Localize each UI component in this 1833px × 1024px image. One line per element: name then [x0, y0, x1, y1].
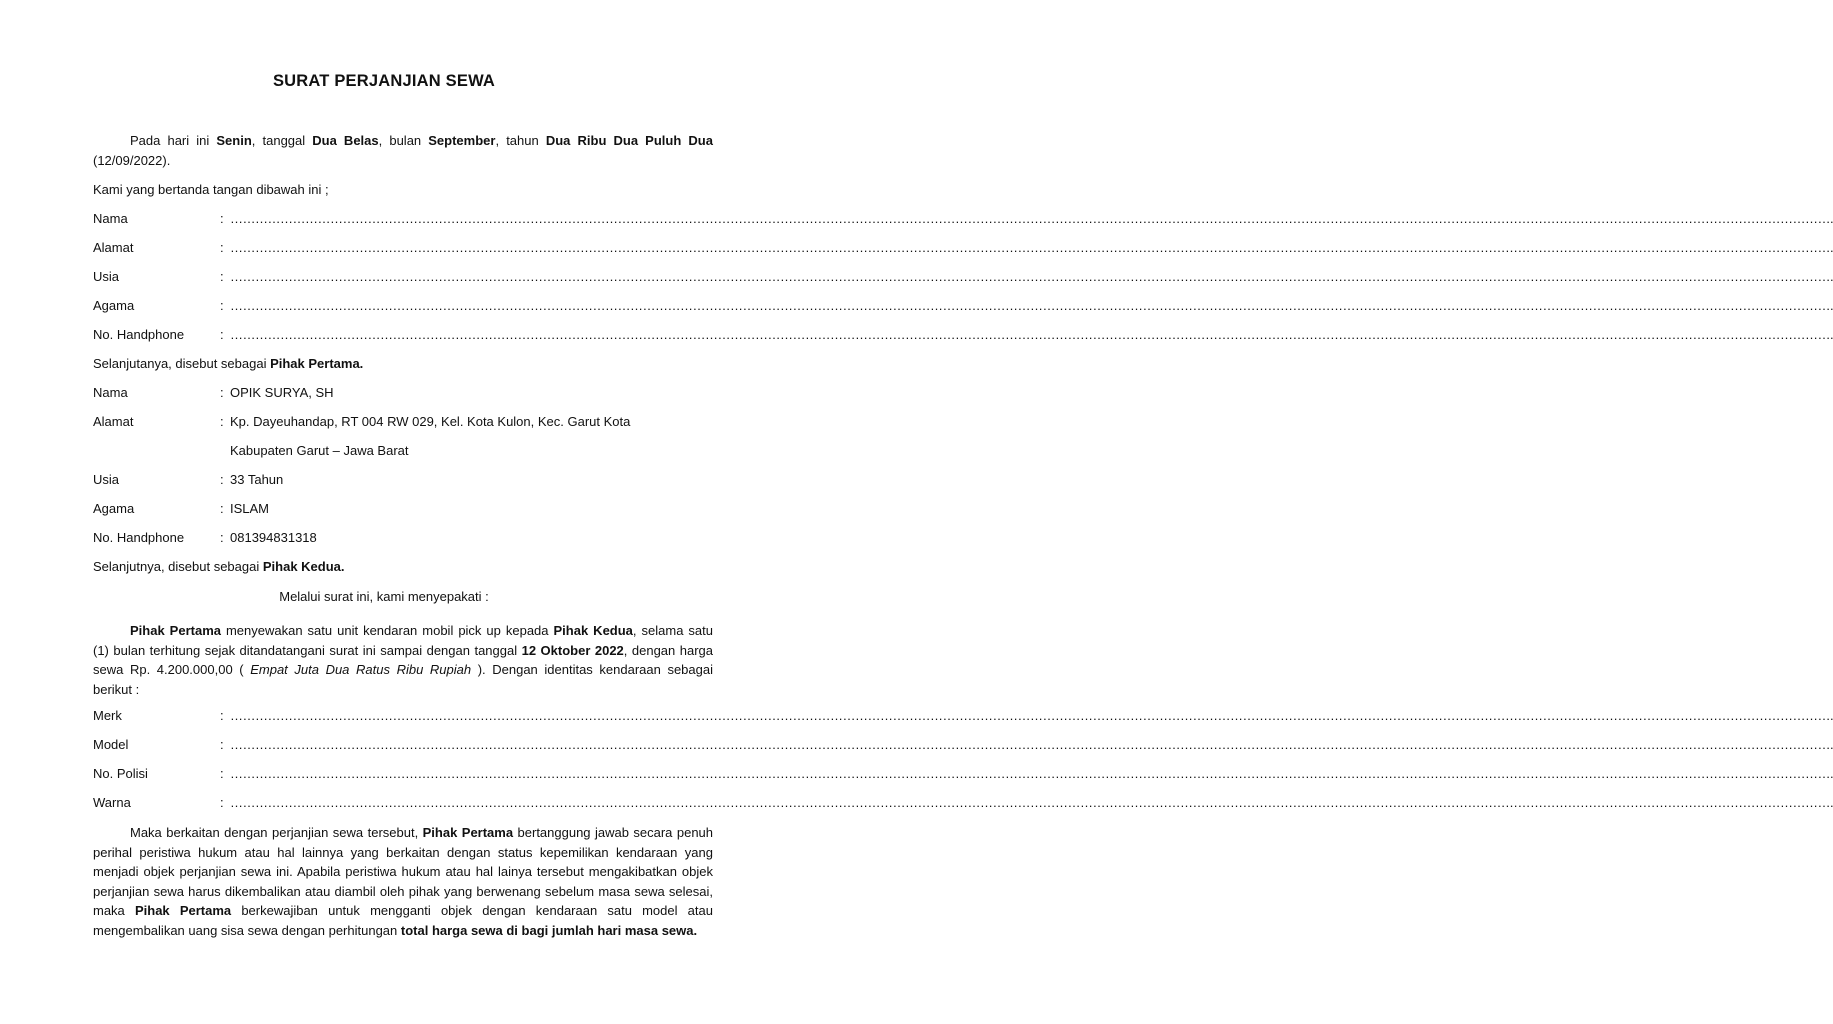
opening-year: Dua Ribu Dua Puluh Dua: [545, 133, 713, 148]
field-label: Alamat: [93, 240, 134, 255]
vehicle-field-row: [93, 795, 1833, 813]
field-value: 33 Tahun: [230, 472, 284, 487]
field-label: Warna: [93, 795, 131, 810]
blank-field-dots: …………………………………………………………………………………………………………………………………………………………………………………………………………………………………………………………………………………………………………………………………………………….: [230, 240, 1833, 255]
party1-field-row: [93, 298, 1833, 316]
agreement-party2: Pihak Kedua: [553, 623, 633, 638]
party2-field-row: [93, 501, 713, 519]
field-label: Agama: [93, 501, 135, 516]
vehicle-field-row: [93, 737, 1833, 755]
closing-text: bertanggung jawab secara penuh perihal peristiwa hukum atau hal lainnya yang berkaitan dengan status kepemilikan kendaraan yang menjadi objek perjanjian sewa ini. Apabila peristiwa hukum atau hal lainya tersebut mengakibatkan objek perjanjian sewa harus dikembalikan atau diambil oleh pihak yang berwenang sebelum masa sewa selesai, maka: [93, 825, 714, 918]
field-colon: :: [220, 327, 224, 342]
closing-text: berkewajiban untuk mengganti objek dengan kendaraan satu model atau mengembalikan uang sisa sewa dengan perhitungan: [93, 903, 713, 938]
designation-name: Pihak Pertama.: [270, 356, 364, 371]
field-colon: :: [220, 795, 224, 810]
agreement-text: menyewakan satu unit kendaran mobil pick up kepada: [220, 623, 554, 638]
field-colon: :: [220, 211, 224, 226]
closing-text: Maka berkaitan dengan perjanjian sewa tersebut,: [130, 825, 423, 840]
designation-text: Selanjutanya, disebut sebagai: [93, 356, 271, 371]
party1-designation: [93, 356, 363, 371]
opening-text-4: , tahun: [495, 133, 546, 148]
vehicle-field-row: [93, 708, 1833, 726]
agreement-text: ). Dengan identitas kendaraan sebagai berikut :: [93, 662, 713, 697]
field-colon: :: [220, 737, 224, 752]
blank-field-dots: …………………………………………………………………………………………………………………………………………………………………………………………………………………………………………………………………………………………………………………………………………………….: [230, 737, 1833, 752]
closing-formula: total harga sewa di bagi jumlah hari masa sewa.: [400, 922, 698, 938]
field-colon: :: [220, 385, 224, 400]
agreement-end-date: 12 Oktober 2022: [521, 642, 624, 658]
opening-day: Senin: [216, 133, 252, 148]
document-title: SURAT PERJANJIAN SEWA: [272, 72, 496, 90]
designation-name: Pihak Kedua.: [262, 559, 345, 574]
blank-field-dots: …………………………………………………………………………………………………………………………………………………………………………………………………………………………………………………………………………………………………………………………………………………….: [230, 269, 1833, 284]
field-colon: :: [220, 530, 224, 545]
field-label: Agama: [93, 298, 135, 313]
agreement-text: , selama satu (1) bulan terhitung sejak ditandatangani surat ini sampai dengan tanggal: [93, 623, 713, 658]
party2-field-row: [93, 530, 713, 548]
party1-field-row: [93, 240, 1833, 258]
opening-text-3: , bulan: [378, 133, 429, 148]
party1-field-row: [93, 327, 1833, 345]
agreement-intro: Melalui surat ini, kami menyepakati :: [279, 589, 489, 604]
party1-field-row: [93, 211, 1833, 229]
field-label: Merk: [93, 708, 122, 723]
party2-field-row: [93, 472, 713, 490]
agreement-paragraph: [93, 621, 713, 699]
field-label: Nama: [93, 211, 128, 226]
field-label: Model: [93, 737, 129, 752]
field-colon: :: [220, 269, 224, 284]
party2-designation: [93, 559, 345, 574]
party2-field-row: [93, 385, 713, 403]
opening-paragraph: [93, 131, 713, 170]
field-label: Usia: [93, 269, 120, 284]
agreement-amount-words: Empat Juta Dua Ratus Ribu Rupiah: [250, 662, 472, 677]
opening-text-5: (12/09/2022).: [93, 152, 171, 168]
field-colon: :: [220, 501, 224, 516]
field-colon: :: [220, 240, 224, 255]
blank-field-dots: …………………………………………………………………………………………………………………………………………………………………………………………………………………………………………………………………………………………………………………………………………………….: [230, 211, 1833, 226]
field-colon: :: [220, 766, 224, 781]
party2-field-row-continuation: [93, 443, 713, 461]
blank-field-dots: …………………………………………………………………………………………………………………………………………………………………………………………………………………………………………………………………………………………………………………………………………………….: [230, 766, 1833, 781]
opening-month: September: [428, 133, 496, 148]
party2-field-row: [93, 414, 713, 432]
vehicle-field-row: [93, 766, 1833, 784]
field-label: No. Polisi: [93, 766, 148, 781]
opening-date: Dua Belas: [312, 133, 379, 148]
field-label: No. Handphone: [93, 530, 185, 545]
agreement-party1: Pihak Pertama: [130, 623, 221, 638]
field-value-continuation: Kabupaten Garut – Jawa Barat: [230, 443, 409, 458]
blank-field-dots: …………………………………………………………………………………………………………………………………………………………………………………………………………………………………………………………………………………………………………………………………………………….: [230, 327, 1833, 342]
party1-field-row: [93, 269, 1833, 287]
field-colon: :: [220, 298, 224, 313]
field-value: OPIK SURYA, SH: [230, 385, 334, 400]
designation-text: Selanjutnya, disebut sebagai: [93, 559, 263, 574]
field-value: ISLAM: [230, 501, 270, 516]
opening-text-2: , tanggal: [251, 133, 313, 148]
agreement-text: , dengan harga sewa Rp. 4.200.000,00 (: [93, 642, 713, 677]
field-label: Usia: [93, 472, 120, 487]
blank-field-dots: …………………………………………………………………………………………………………………………………………………………………………………………………………………………………………………………………………………………………………………………………………………….: [230, 708, 1833, 723]
blank-field-dots: …………………………………………………………………………………………………………………………………………………………………………………………………………………………………………………………………………………………………………………………………………………….: [230, 795, 1833, 810]
field-value: Kp. Dayeuhandap, RT 004 RW 029, Kel. Kota Kulon, Kec. Garut Kota: [230, 414, 631, 429]
field-value: 081394831318: [230, 530, 317, 545]
field-label: No. Handphone: [93, 327, 185, 342]
blank-field-dots: …………………………………………………………………………………………………………………………………………………………………………………………………………………………………………………………………………………………………………………………………………………….: [230, 298, 1833, 313]
field-colon: :: [220, 708, 224, 723]
field-colon: :: [220, 472, 224, 487]
intro-line: Kami yang bertanda tangan dibawah ini ;: [93, 182, 329, 197]
closing-party1: Pihak Pertama: [134, 903, 232, 918]
field-label: Nama: [93, 385, 128, 400]
opening-text-1: Pada hari ini: [130, 133, 217, 148]
field-label: Alamat: [93, 414, 134, 429]
closing-party1: Pihak Pertama: [422, 825, 514, 840]
closing-paragraph: [93, 823, 713, 940]
field-colon: :: [220, 414, 224, 429]
